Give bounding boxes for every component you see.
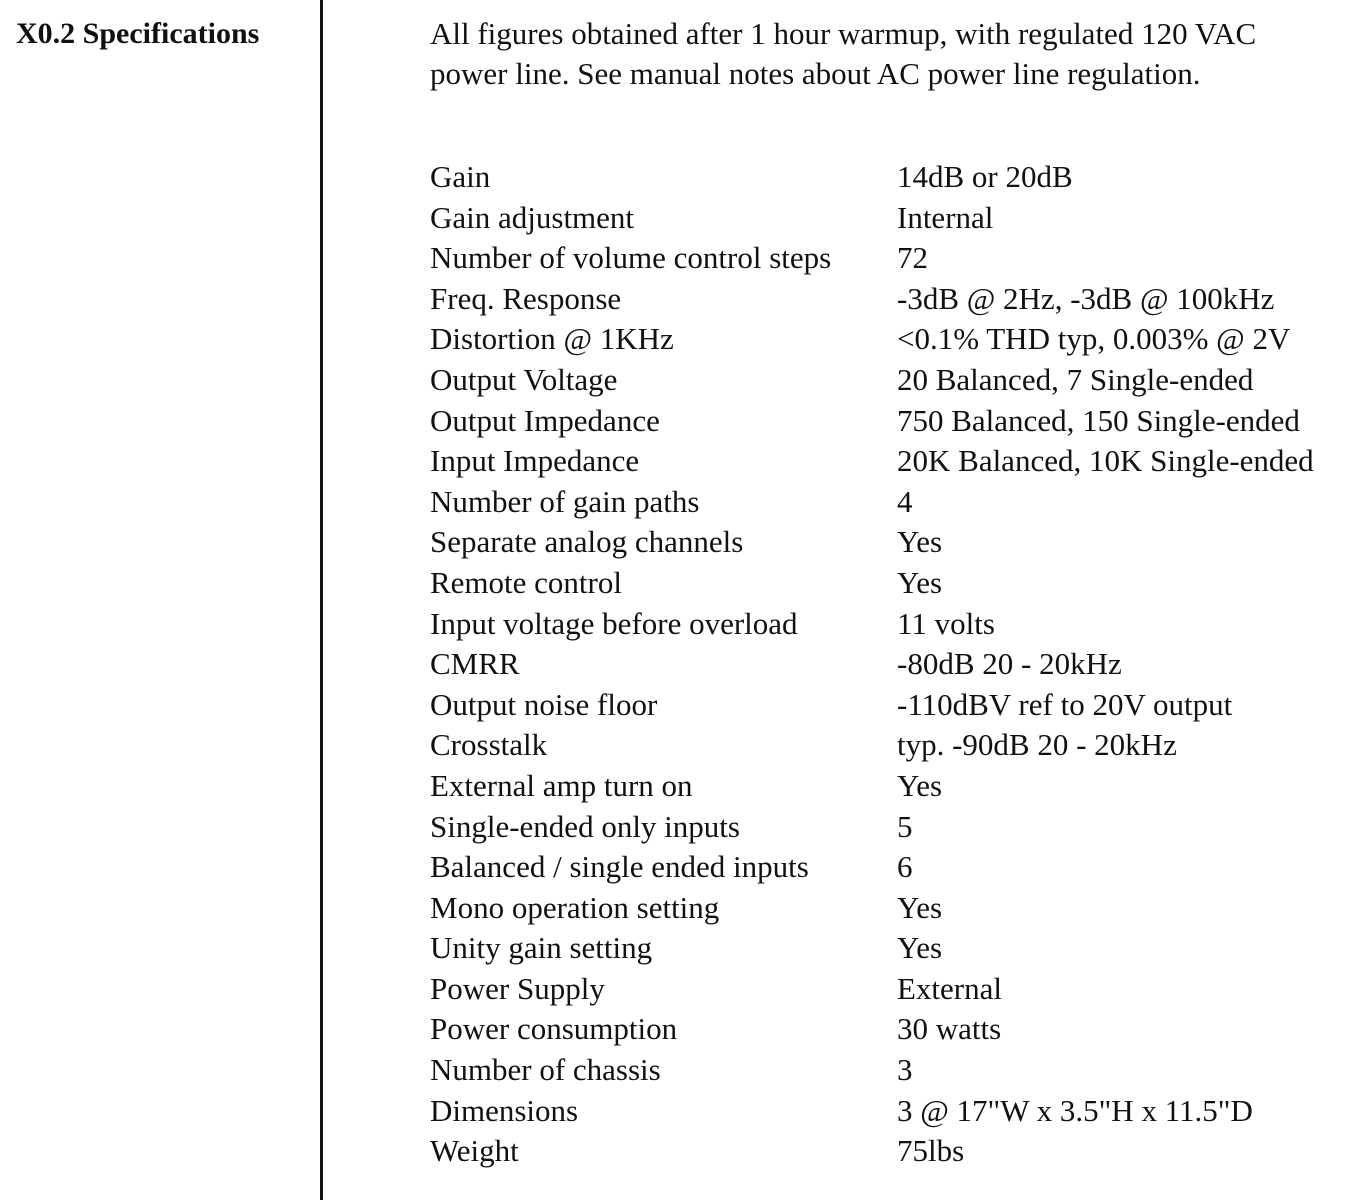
spec-label-cell	[430, 725, 897, 766]
spec-label: Single-ended only inputs	[430, 808, 740, 844]
spec-value: Yes	[897, 767, 943, 803]
spec-row	[430, 441, 1314, 482]
spec-value: Internal	[897, 199, 994, 235]
spec-row	[430, 644, 1314, 685]
spec-label-cell	[430, 928, 897, 969]
section-heading: X0.2 Specifications	[16, 17, 260, 50]
spec-row	[430, 157, 1314, 198]
spec-label-cell	[430, 238, 897, 279]
spec-value: 750 Balanced, 150 Single-ended	[897, 402, 1300, 438]
spec-row	[430, 482, 1314, 523]
spec-label: Mono operation setting	[430, 889, 720, 925]
spec-row	[430, 198, 1314, 239]
spec-row	[430, 685, 1314, 726]
spec-label-cell	[430, 157, 897, 198]
spec-label-cell	[430, 1050, 897, 1091]
spec-label: Balanced / single ended inputs	[430, 849, 809, 885]
spec-value: 11 volts	[897, 605, 995, 641]
spec-label-cell	[430, 604, 897, 645]
spec-value: -3dB @ 2Hz, -3dB @ 100kHz	[897, 280, 1275, 316]
spec-value: -80dB 20 - 20kHz	[897, 646, 1122, 682]
spec-value: -110dBV ref to 20V output	[897, 686, 1233, 722]
spec-value: 6	[897, 849, 913, 885]
intro-paragraph: All figures obtained after 1 hour warmup, with regulated 120 VAC power line. See manual notes about AC power line regulation.	[430, 16, 1257, 91]
spec-label: Remote control	[430, 564, 622, 600]
spec-label: Number of gain paths	[430, 483, 700, 519]
spec-label: Output Impedance	[430, 402, 660, 438]
spec-row	[430, 1050, 1314, 1091]
spec-label: Distortion @ 1KHz	[430, 321, 674, 357]
spec-value: External	[897, 970, 1003, 1006]
spec-label: Input Impedance	[430, 443, 640, 479]
spec-value: 4	[897, 483, 913, 519]
spec-label-cell	[430, 279, 897, 320]
specifications-table-body	[430, 157, 1314, 1172]
section-divider	[320, 0, 323, 1200]
spec-value: 14dB or 20dB	[897, 159, 1073, 194]
spec-row	[430, 360, 1314, 401]
spec-label: Number of chassis	[430, 1052, 661, 1088]
spec-value: Yes	[897, 564, 943, 600]
spec-row	[430, 928, 1314, 969]
spec-value: Yes	[897, 889, 943, 925]
spec-row	[430, 401, 1314, 442]
spec-label-cell	[430, 198, 897, 239]
spec-row	[430, 522, 1314, 563]
spec-value: typ. -90dB 20 - 20kHz	[897, 727, 1177, 763]
spec-row	[430, 969, 1314, 1010]
spec-value: 30 watts	[897, 1011, 1002, 1047]
spec-label-cell	[430, 360, 897, 401]
spec-row	[430, 563, 1314, 604]
spec-label-cell	[430, 522, 897, 563]
spec-label-cell	[430, 319, 897, 360]
spec-label: Output noise floor	[430, 686, 658, 722]
spec-label-cell	[430, 685, 897, 726]
spec-value: <0.1% THD typ, 0.003% @ 2V	[897, 321, 1291, 357]
spec-label-cell	[430, 766, 897, 807]
spec-label: Crosstalk	[430, 727, 548, 763]
spec-label-cell	[430, 807, 897, 848]
spec-value: 3	[897, 1052, 913, 1088]
spec-label: Gain adjustment	[430, 199, 635, 235]
specifications-table	[430, 157, 1314, 1172]
spec-value: 20K Balanced, 10K Single-ended	[897, 443, 1314, 479]
spec-label: Unity gain setting	[430, 930, 653, 966]
spec-label: Power Supply	[430, 970, 605, 1006]
spec-label-cell	[430, 847, 897, 888]
specifications-content	[430, 14, 1350, 1172]
spec-label: External amp turn on	[430, 767, 693, 803]
spec-value: 3 @ 17"W x 3.5"H x 11.5"D	[897, 1092, 1253, 1128]
spec-label: Dimensions	[430, 1092, 579, 1128]
spec-label: Separate analog channels	[430, 524, 744, 560]
spec-label-cell	[430, 563, 897, 604]
spec-row	[430, 888, 1314, 929]
spec-label: CMRR	[430, 646, 520, 682]
spec-value: 5	[897, 808, 913, 844]
spec-row	[430, 238, 1314, 279]
spec-value: Yes	[897, 930, 943, 966]
spec-row	[430, 604, 1314, 645]
spec-label: Weight	[430, 1133, 519, 1169]
spec-label-cell	[430, 401, 897, 442]
spec-row	[430, 1009, 1314, 1050]
spec-row	[430, 279, 1314, 320]
spec-value: Yes	[897, 524, 943, 560]
spec-row	[430, 725, 1314, 766]
spec-row	[430, 807, 1314, 848]
spec-label: Power consumption	[430, 1011, 678, 1047]
spec-row	[430, 1131, 1314, 1172]
spec-label-cell	[430, 969, 897, 1010]
spec-label: Gain	[430, 159, 491, 194]
spec-value: 72	[897, 240, 928, 276]
spec-row	[430, 319, 1314, 360]
spec-value: 75lbs	[897, 1133, 965, 1169]
spec-label: Number of volume control steps	[430, 240, 832, 276]
spec-label-cell	[430, 888, 897, 929]
spec-label-cell	[430, 482, 897, 523]
spec-label-cell	[430, 1131, 897, 1172]
spec-row	[430, 847, 1314, 888]
spec-label-cell	[430, 441, 897, 482]
spec-label: Output Voltage	[430, 361, 618, 397]
spec-label-cell	[430, 1009, 897, 1050]
spec-row	[430, 766, 1314, 807]
spec-label: Freq. Response	[430, 280, 622, 316]
spec-row	[430, 1091, 1314, 1132]
spec-label-cell	[430, 644, 897, 685]
spec-value: 20 Balanced, 7 Single-ended	[897, 361, 1254, 397]
spec-label: Input voltage before overload	[430, 605, 798, 641]
spec-label-cell	[430, 1091, 897, 1132]
